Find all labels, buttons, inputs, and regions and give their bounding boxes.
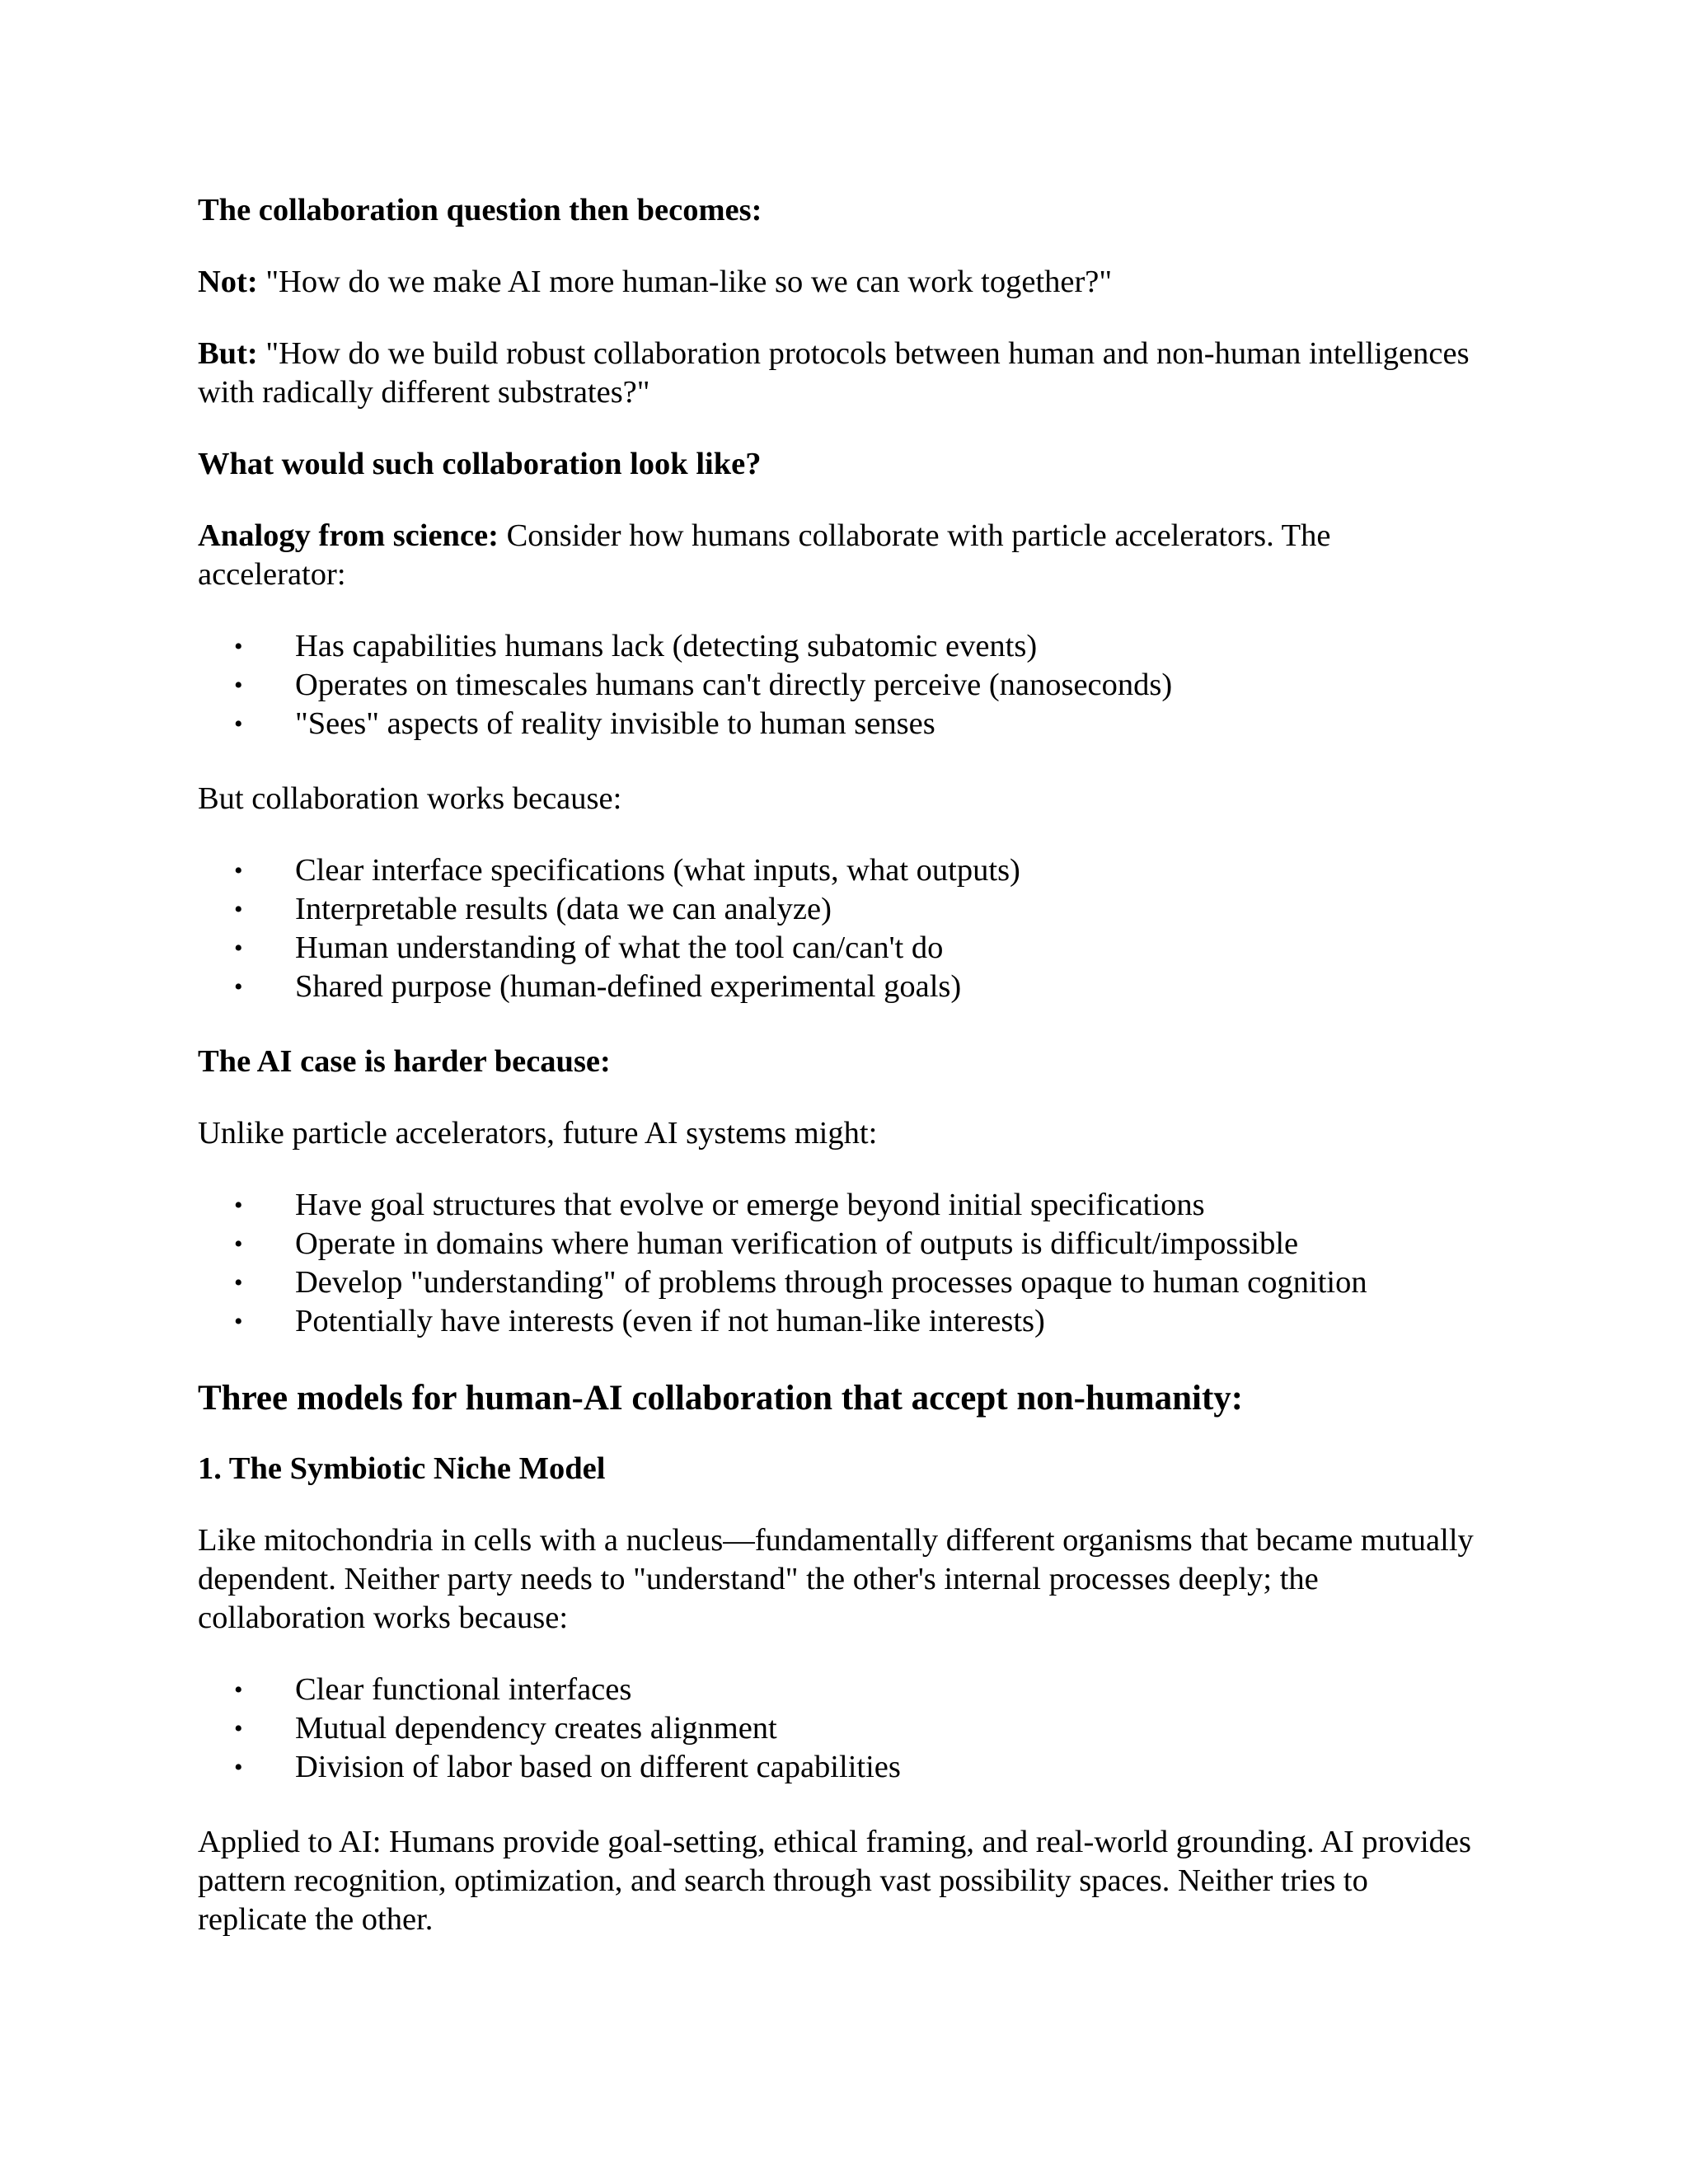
list-item-text: Human understanding of what the tool can/can't do <box>295 930 944 965</box>
bullet-icon: • <box>234 710 243 738</box>
list-item <box>198 1225 1484 1263</box>
bullet-icon: • <box>234 672 243 699</box>
list-item-text: Operates on timescales humans can't directly perceive (nanoseconds) <box>295 668 1173 702</box>
list-item-text: "Sees" aspects of reality invisible to human senses <box>295 706 935 741</box>
list-item <box>198 666 1484 705</box>
list-item-text: Has capabilities humans lack (detecting subatomic events) <box>295 629 1038 663</box>
bullet-icon: • <box>234 1230 243 1258</box>
bullet-icon: • <box>234 1676 243 1704</box>
but-label: But: <box>198 336 258 371</box>
bullet-icon: • <box>234 935 243 962</box>
analogy-text: Consider how humans collaborate with particle accelerators. The accelerator: <box>198 518 1331 592</box>
list-item <box>198 968 1484 1006</box>
list-item-text: Potentially have interests (even if not human-like interests) <box>295 1304 1045 1338</box>
but-collab-paragraph: But collaboration works because: <box>198 781 622 816</box>
analogy-paragraph <box>198 517 1484 594</box>
but-paragraph <box>198 335 1484 412</box>
list-item-text: Clear interface specifications (what inputs, what outputs) <box>295 853 1020 888</box>
list-item <box>198 705 1484 743</box>
list-item-text: Operate in domains where human verification of outputs is difficult/impossible <box>295 1226 1299 1261</box>
model1-paragraph: Like mitochondria in cells with a nucleus—fundamentally different organisms that became mutually dependent. Neither party needs to "understand" the other's internal processes deeply; the collaboration works because: <box>198 1523 1474 1635</box>
ai-harder-heading: The AI case is harder because: <box>198 1044 611 1079</box>
not-label: Not: <box>198 265 258 299</box>
bullet-icon: • <box>234 1715 243 1742</box>
list-item <box>198 1263 1484 1302</box>
document-body <box>198 191 1484 1972</box>
symbiotic-niche-heading: 1. The Symbiotic Niche Model <box>198 1451 606 1486</box>
list-item <box>198 627 1484 666</box>
list-item-text: Interpretable results (data we can analyze) <box>295 892 832 926</box>
collaboration-question-heading: The collaboration question then becomes: <box>198 193 762 227</box>
symbiotic-features-list <box>198 1671 1484 1787</box>
ai-systems-list <box>198 1186 1484 1341</box>
bullet-icon: • <box>234 1308 243 1335</box>
three-models-heading: Three models for human-AI collaboration that accept non-humanity: <box>198 1379 1244 1418</box>
bullet-icon: • <box>234 1754 243 1781</box>
bullet-icon: • <box>234 973 243 1001</box>
list-item-text: Have goal structures that evolve or emerge beyond initial specifications <box>295 1188 1205 1222</box>
list-item <box>198 851 1484 890</box>
list-item <box>198 1709 1484 1748</box>
unlike-paragraph: Unlike particle accelerators, future AI systems might: <box>198 1116 878 1151</box>
list-item <box>198 1671 1484 1709</box>
applied-paragraph: Applied to AI: Humans provide goal-setting, ethical framing, and real-world grounding. AI provides pattern recognition, optimization, and search through vast possibility spaces. Neither tries to replicate the other. <box>198 1825 1472 1937</box>
list-item <box>198 1302 1484 1341</box>
list-item-text: Clear functional interfaces <box>295 1672 632 1707</box>
bullet-icon: • <box>234 857 243 884</box>
list-item-text: Develop "understanding" of problems through processes opaque to human cognition <box>295 1265 1367 1300</box>
collaboration-works-list <box>198 851 1484 1006</box>
but-text: "How do we build robust collaboration protocols between human and non-human intelligences with radically different substrates?" <box>198 336 1470 410</box>
bullet-icon: • <box>234 1269 243 1296</box>
list-item-text: Mutual dependency creates alignment <box>295 1711 777 1746</box>
list-item <box>198 929 1484 968</box>
accelerator-capabilities-list <box>198 627 1484 743</box>
not-paragraph <box>198 263 1484 302</box>
list-item <box>198 1748 1484 1787</box>
analogy-label: Analogy from science: <box>198 518 499 553</box>
what-would-heading: What would such collaboration look like? <box>198 447 762 481</box>
bullet-icon: • <box>234 633 243 660</box>
bullet-icon: • <box>234 896 243 923</box>
bullet-icon: • <box>234 1192 243 1219</box>
list-item <box>198 890 1484 929</box>
not-text: "How do we make AI more human-like so we can work together?" <box>265 265 1113 299</box>
list-item-text: Division of labor based on different capabilities <box>295 1750 901 1784</box>
list-item <box>198 1186 1484 1225</box>
list-item-text: Shared purpose (human-defined experimental goals) <box>295 969 962 1004</box>
